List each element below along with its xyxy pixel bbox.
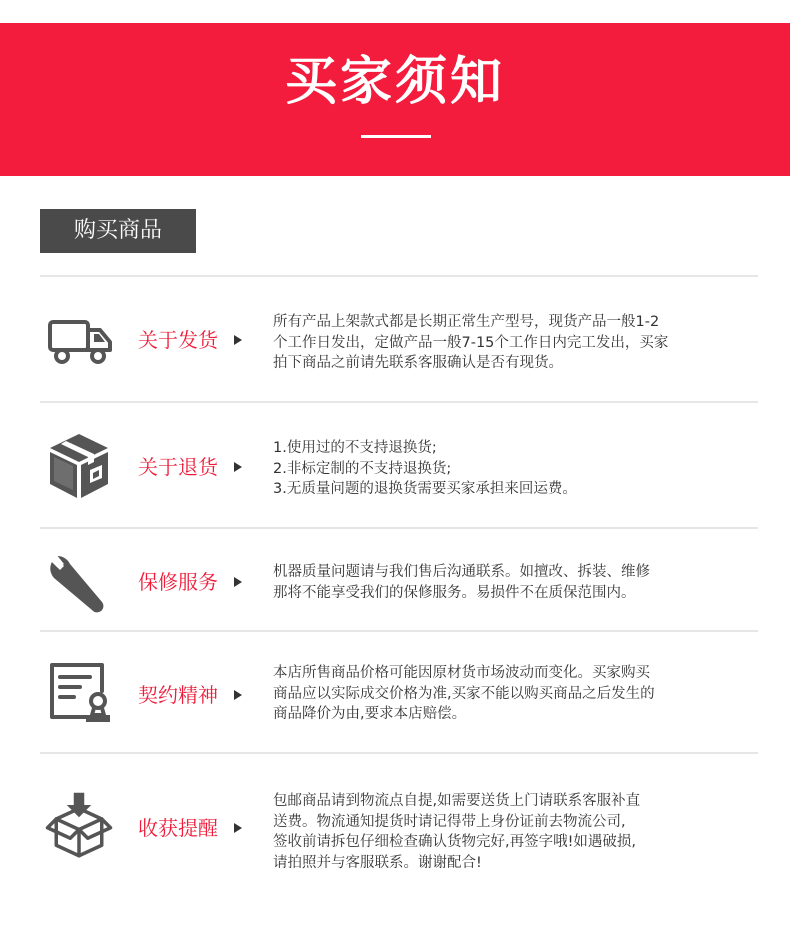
row-description [273, 663, 743, 725]
arrow-icon [234, 462, 242, 472]
arrow-icon [234, 577, 242, 587]
page-title: 买家须知 [284, 51, 505, 112]
contract-icon [44, 657, 114, 727]
row-label: 关于退货 [138, 455, 218, 479]
section-tag: 购买商品 [40, 209, 196, 253]
description-line: 3.无质量问题的退换货需要买家承担来回运费。 [273, 481, 577, 497]
description-line: 个工作日发出，定做产品一般7-15个工作日内完工发出，买家 [273, 334, 669, 351]
arrow-icon [234, 335, 242, 345]
receive-box-icon [44, 791, 114, 861]
description-line: 机器质量问题请与我们售后沟通联系。如擅改、拆装、维修 [273, 564, 650, 580]
arrow-icon [234, 823, 242, 833]
arrow-icon [234, 690, 242, 700]
description-line: 本店所售商品价格可能因原材货市场波动而变化。买家购买 [273, 665, 650, 681]
row-label: 关于发货 [138, 328, 218, 352]
description-line: 请拍照并与客服联系。谢谢配合! [273, 854, 482, 871]
row-label: 保修服务 [138, 570, 218, 594]
description-line: 拍下商品之前请先联系客服确认是否有现货。 [273, 355, 563, 371]
description-line: 送费。物流通知提货时请记得带上身份证前去物流公司, [273, 813, 626, 830]
row-description [273, 791, 743, 873]
description-line: 那将不能享受我们的保修服务。易损件不在质保范围内。 [273, 584, 636, 601]
description-line: 2.非标定制的不支持退换货; [273, 460, 452, 477]
row-description [273, 562, 743, 603]
package-icon [44, 430, 114, 500]
description-line: 包邮商品请到物流点自提,如需要送货上门请联系客服补直 [273, 793, 641, 809]
truck-icon [44, 306, 114, 376]
divider [40, 630, 758, 632]
title-underline [361, 135, 431, 138]
description-line: 签收前请拆包仔细检查确认货物完好,再签字哦!如遇破损, [273, 834, 637, 850]
row-label: 收获提醒 [138, 816, 218, 840]
divider [40, 752, 758, 754]
row-label: 契约精神 [138, 683, 218, 707]
description-line: 所有产品上架款式都是长期正常生产型号，现货产品一般1-2 [273, 314, 660, 330]
row-description [273, 438, 743, 500]
divider [40, 401, 758, 403]
divider [40, 275, 758, 277]
wrench-icon [44, 550, 114, 620]
divider [40, 527, 758, 529]
row-description [273, 312, 743, 374]
description-line: 商品降价为由,要求本店赔偿。 [273, 706, 467, 722]
description-line: 1.使用过的不支持退换货; [273, 440, 437, 456]
description-line: 商品应以实际成交价格为准,买家不能以购买商品之后发生的 [273, 685, 655, 702]
